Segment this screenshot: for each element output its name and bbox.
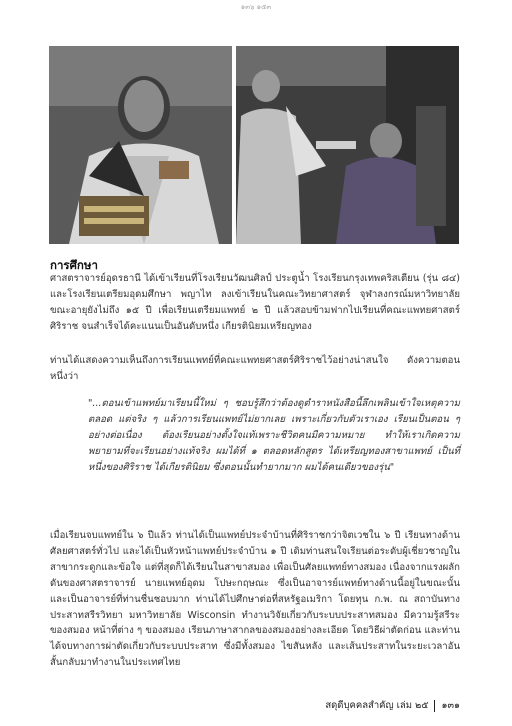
portrait-photo (49, 46, 232, 244)
paragraph-career: เมื่อเรียนจบแพทย์ใน ๖ ปีแล้ว ท่านได้เป็นแพทย์ประจำบ้านที่ศิริราชกว่าจิตเวชใน ๖ ปี เรียนทางด้านศัลยศาสตร์ทั่วไป และได้เป็นหัวหน้าแพทย์ประจำบ้าน ๑ ปี เดิมท่านสนใจเรียนต่อระดับผู้เชี่ยวชาญในสาขากระดูกและข้อใจ แต่ที่สุดก็ได้เรียนในสาขาสมอง เพื่อเป็นศัลยแพทย์ทางสมอง เนื่องจากแรงผลักดันของศาสตราจารย์ นายแพทย์อุดม โปษะกฤษณะ ซึ่งเป็นอาจารย์แพทย์ทางด้านนี้อยู่ในขณะนั้น และเป็นอาจารย์ที่ท่านชื่นชอบมาก ท่านได้ไปศึกษาต่อที่สหรัฐอเมริกา โดยทุน ก.พ. ณ สถาบันทางประสาทสรีรวิทยา มหาวิทยาลัย Wisconsin ทำงานวิจัยเกี่ยวกับระบบประสาทสมอง มีความรู้สรีระของสมอง หน้าที่ต่าง ๆ ของสมอง เรียนภาษาสากลของสมองอย่างละเอียด โดยวิธีผ่าตัดก่อน และท่านได้จบทางการผ่าตัดเกี่ยวกับระบบประสาท ซึ่งมีทั้งสมอง ไขสันหลัง และเส้นประสาทในระยะเวลาอันสั้นกลับมาทำงานในประเทศไทย (50, 530, 460, 669)
paragraph-education: ศาสตราจารย์อุดรธานี ได้เข้าเรียนที่โรงเรียนวัฒนศิลป์ ประตูน้ำ โรงเรียนกรุงเทพคริสเตียน (รุ่น ๘๔) และโรงเรียนเตรียมอุดมศึกษา พญาไท ลงเข้าเรียนในคณะวิทยาศาสตร์ จุฬาลงกรณ์มหาวิทยาลัย ขณะอายุยังไม่ถึง ๑๕ ปี เพื่อเรียนเตรียมแพทย์ ๒ ปี แล้วสอบข้ามฟากไปเรียนที่คณะแพทยศาสตร์ศิริราช จนสำเร็จได้คะแนนเป็นอันดับหนึ่ง เกียรตินิยมเหรียญทอง (50, 273, 460, 332)
page-footer (325, 698, 460, 713)
block-quote: "...ตอนเข้าแพทย์มาเรียนนี้ใหม่ ๆ ชอบรู้สึกว่าต้องดูตำราหนังสือนี้ลึกเพลินเข้าใจเหตุความตลอด แต่จริง ๆ แล้วการเรียนแพทย์ไม่ยากเลย เพราะเกี่ยวกับตัวเราเอง เรียนเป็นตอน ๆ อย่างต่อเนื่อง ต้องเรียนอย่างตั้งใจแท้เพราะชีวิตคนมีความหมาย ทำให้เราเกิดความพยายามที่จะเรียนอย่างแท้จริง ผมได้ที่ ๑ ตลอดหลักสูตร ได้เหรียญทองสาขาแพทย์ เป็นที่หนึ่งของศิริราช ได้เกียรตินิยม ซึ่งตอนนั้นทำยากมาก ผมได้คนเดียวของรุ่น" (88, 398, 460, 473)
footer-divider (434, 700, 435, 712)
paragraph-intro-quote: ท่านได้แสดงความเห็นถึงการเรียนแพทย์ที่คณะแพทยศาสตร์ศิริราชไว้อย่างน่าสนใจ ดังความตอนหนึ่งว่า (50, 355, 460, 382)
footer-title: สดุดีบุคคลสำคัญ เล่ม ๒๕ (325, 700, 429, 711)
ceremony-photo (236, 46, 459, 244)
page-number: ๑๓๑ (441, 700, 460, 711)
section-heading: การศึกษา (50, 258, 98, 272)
running-header: ๑๓๖ ๑๕๓ (240, 3, 272, 11)
